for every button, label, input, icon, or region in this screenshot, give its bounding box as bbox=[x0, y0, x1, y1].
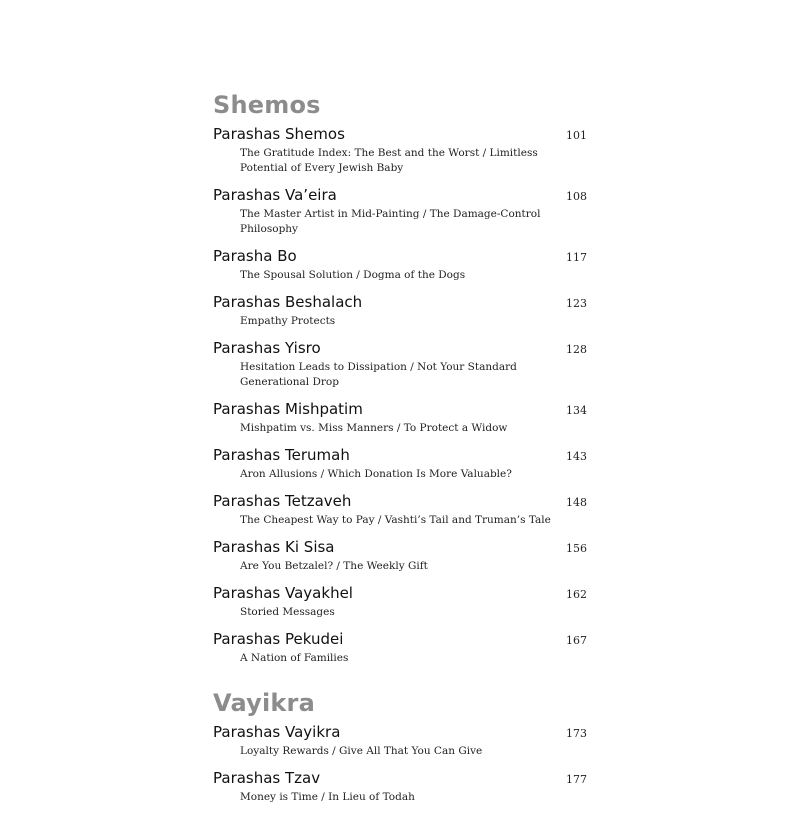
toc-entry bbox=[213, 338, 587, 390]
toc-entry bbox=[213, 124, 587, 176]
toc-entry bbox=[213, 246, 587, 283]
entry-title: Parashas Vayikra bbox=[213, 723, 341, 741]
entry-page-number: 173 bbox=[566, 727, 587, 740]
entry-title: Parashas Yisro bbox=[213, 339, 321, 357]
toc-entry bbox=[213, 399, 587, 436]
entry-page-number: 108 bbox=[566, 190, 587, 203]
entry-subtitle: Are You Betzalel? / The Weekly Gift bbox=[240, 560, 428, 572]
entry-subtitle: Aron Allusions / Which Donation Is More Valuable? bbox=[240, 468, 512, 480]
entry-subtitle: A Nation of Families bbox=[240, 652, 349, 664]
entry-page-number: 128 bbox=[566, 343, 587, 356]
entry-title: Parashas Va’eira bbox=[213, 186, 337, 204]
toc-entry bbox=[213, 629, 587, 666]
entry-subtitle: The Master Artist in Mid-Painting / The Damage-Control Philosophy bbox=[240, 208, 541, 235]
entry-page-number: 117 bbox=[566, 251, 587, 264]
entry-page-number: 101 bbox=[566, 129, 587, 142]
entry-page-number: 156 bbox=[566, 542, 587, 555]
toc-entry bbox=[213, 583, 587, 620]
entry-page-number: 143 bbox=[566, 450, 587, 463]
entry-page-number: 148 bbox=[566, 496, 587, 509]
entry-title: Parashas Tzav bbox=[213, 769, 321, 787]
entry-page-number: 134 bbox=[566, 404, 587, 417]
entry-title: Parashas Tetzaveh bbox=[213, 492, 352, 510]
entry-title: Parashas Mishpatim bbox=[213, 400, 363, 418]
toc-entry bbox=[213, 537, 587, 574]
toc-entry bbox=[213, 491, 587, 528]
entry-subtitle: Empathy Protects bbox=[240, 315, 336, 327]
toc-entry bbox=[213, 292, 587, 329]
table-of-contents bbox=[213, 90, 587, 814]
entry-title: Parashas Ki Sisa bbox=[213, 538, 335, 556]
entry-title: Parashas Pekudei bbox=[213, 630, 344, 648]
section-title-vayikra: Vayikra bbox=[213, 689, 315, 717]
entry-title: Parashas Vayakhel bbox=[213, 584, 353, 602]
entry-page-number: 123 bbox=[566, 297, 587, 310]
entry-subtitle: Hesitation Leads to Dissipation / Not Your Standard Generational Drop bbox=[240, 361, 517, 388]
entry-subtitle: The Cheapest Way to Pay / Vashti’s Tail and Truman’s Tale bbox=[240, 514, 551, 526]
toc-entry bbox=[213, 722, 587, 759]
section-title-shemos: Shemos bbox=[213, 91, 321, 119]
toc-entry bbox=[213, 768, 587, 805]
entry-page-number: 162 bbox=[566, 588, 587, 601]
entry-subtitle: The Gratitude Index: The Best and the Worst / Limitless Potential of Every Jewish Baby bbox=[240, 147, 538, 174]
entry-title: Parasha Bo bbox=[213, 247, 297, 265]
entry-subtitle: Mishpatim vs. Miss Manners / To Protect a Widow bbox=[240, 422, 508, 434]
entry-subtitle: Loyalty Rewards / Give All That You Can Give bbox=[240, 745, 483, 757]
entry-page-number: 177 bbox=[566, 773, 587, 786]
toc-entry bbox=[213, 445, 587, 482]
entry-subtitle: Storied Messages bbox=[240, 606, 335, 618]
entry-subtitle: The Spousal Solution / Dogma of the Dogs bbox=[240, 269, 466, 281]
entry-title: Parashas Terumah bbox=[213, 446, 350, 464]
entry-title: Parashas Beshalach bbox=[213, 293, 363, 311]
entry-title: Parashas Shemos bbox=[213, 125, 345, 143]
entry-subtitle: Money is Time / In Lieu of Todah bbox=[240, 791, 415, 803]
toc-entry bbox=[213, 185, 587, 237]
entry-page-number: 167 bbox=[566, 634, 587, 647]
